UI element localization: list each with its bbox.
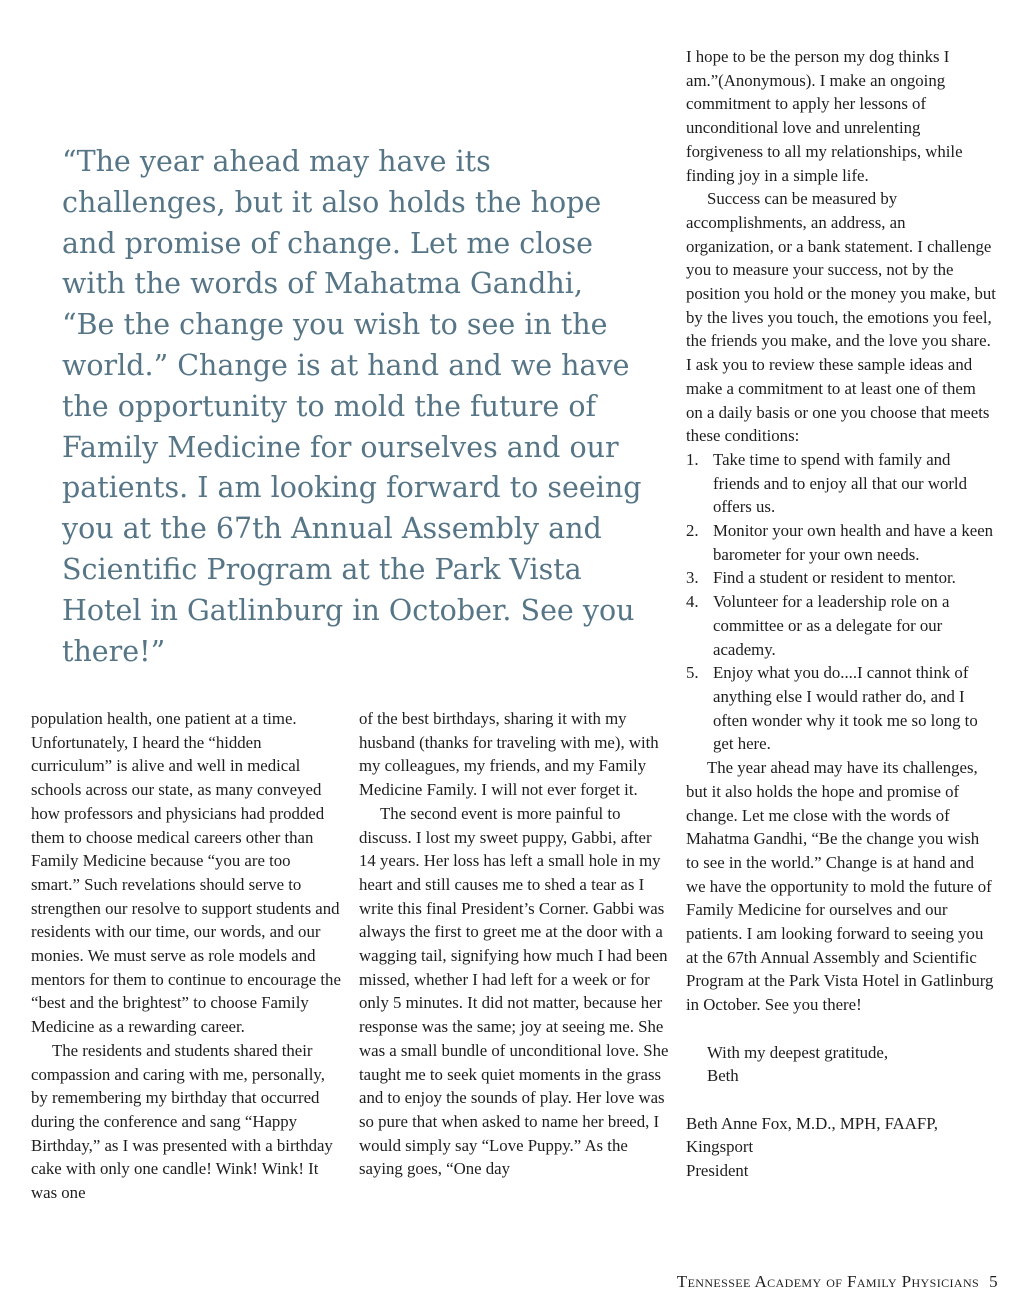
article-column-middle [359,707,669,1181]
publication-name: Tennessee Academy of Family Physicians [676,1272,980,1291]
body-paragraph: The second event is more painful to discuss. I lost my sweet puppy, Gabbi, after 14 years. Her loss has left a small hole in my heart and still causes me to shed a tear as I write this final President’s Corner. Gabbi was always the first to greet me at the door with a wagging tail, signifying how much I had been missed, whether I had left for a week or for only 5 minutes. It did not matter, because her response was the same; joy at seeing me. She was a small bundle of unconditional love. She taught me to seek quiet moments in the grass and to enjoy the sounds of play. Her love was so pure that when asked to name her breed, I would simply say “Love Puppy.” As the saying goes, “One day [359,803,669,1179]
list-item-number: 2. [686,521,699,541]
body-paragraph: The residents and students shared their compassion and caring with me, personally, by remembering my birthday that occurred during the conference and sang “Happy Birthday,” as I was presented with a birthday cake with only one candle! Wink! Wink! It was one [31,1040,333,1203]
signature-title: President [686,1161,749,1181]
signature-name: Beth Anne Fox, M.D., MPH, FAAFP, [686,1113,938,1133]
spacer [686,1088,996,1112]
closing-line: With my deepest gratitude, [707,1042,889,1062]
page-number: 5 [989,1272,998,1291]
list-item [686,590,996,661]
spacer [686,1017,996,1041]
pull-quote: “The year ahead may have its challenges, but it also holds the hope and promise of change. Let me close with the words of Mahatma Gandhi, “Be the change you wish to see in the world.” Change is at hand and we have the opportunity to mold the future of Family Medicine for ourselves and our patients. I am looking forward to seeing you at the 67th Annual Assembly and Scientific Program at the Park Vista Hotel in Gatlinburg in October. See you there!” [62,145,642,668]
list-item-text: Monitor your own health and have a keen barometer for your own needs. [713,521,994,564]
list-item-text: Find a student or resident to mentor. [713,568,956,588]
body-paragraph: I hope to be the person my dog thinks I am.”(Anonymous). I make an ongoing commitment to apply her lessons of unconditional love and unrelenting forgiveness to all my relationships, while finding joy in a simple life. [686,47,963,185]
article-column-right [686,45,996,1183]
list-item [686,519,996,566]
page-footer [677,1272,998,1292]
list-item-text: Enjoy what you do....I cannot think of anything else I would rather do, and I often wonder why it took me so long to get here. [713,663,978,754]
list-item [686,566,996,590]
list-item-number: 5. [686,663,699,683]
conditions-list [686,448,996,756]
list-item [686,448,996,519]
closing-first-name: Beth [707,1066,739,1086]
body-paragraph: The year ahead may have its challenges, but it also holds the hope and promise of change. Let me close with the words of Mahatma Gandhi, “Be the change you wish to see in the world.” Change is at hand and we have the opportunity to mold the future of Family Medicine for ourselves and our patients. I am looking forward to seeing you at the 67th Annual Assembly and Scientific Program at the Park Vista Hotel in Gatlinburg in October. See you there! [686,758,994,1015]
list-item-text: Take time to spend with family and friends and to enjoy all that our world offers us. [713,449,967,517]
signature-city: Kingsport [686,1137,754,1157]
body-paragraph: of the best birthdays, sharing it with my husband (thanks for traveling with me), with my colleagues, my friends, and my Family Medicine Family. I will not ever forget it. [359,709,659,800]
list-item-number: 3. [686,568,699,588]
list-item [686,661,996,756]
article-column-left [31,707,341,1205]
list-item-text: Volunteer for a leadership role on a committee or as a delegate for our academy. [713,592,950,659]
list-item-number: 4. [686,592,699,612]
body-paragraph: Success can be measured by accomplishments, an address, an organization, or a bank statement. I challenge you to measure your success, not by the position you hold or the money you make, but by the lives you touch, the emotions you feel, the friends you make, and the love you share. I ask you to review these sample ideas and make a commitment to at least one of them on a daily basis or one you choose that meets these conditions: [686,189,996,446]
list-item-number: 1. [686,449,699,469]
body-paragraph: population health, one patient at a time. Unfortunately, I heard the “hidden curriculum” is alive and well in medical schools across our state, as many conveyed how professors and physicians had prodded them to choose medical careers other than Family Medicine because “you are too smart.” Such revelations should serve to strengthen our resolve to support students and residents with our time, our words, and our monies. We must serve as role models and mentors for them to continue to encourage the “best and the brightest” to choose Family Medicine as a rewarding career. [31,709,341,1037]
